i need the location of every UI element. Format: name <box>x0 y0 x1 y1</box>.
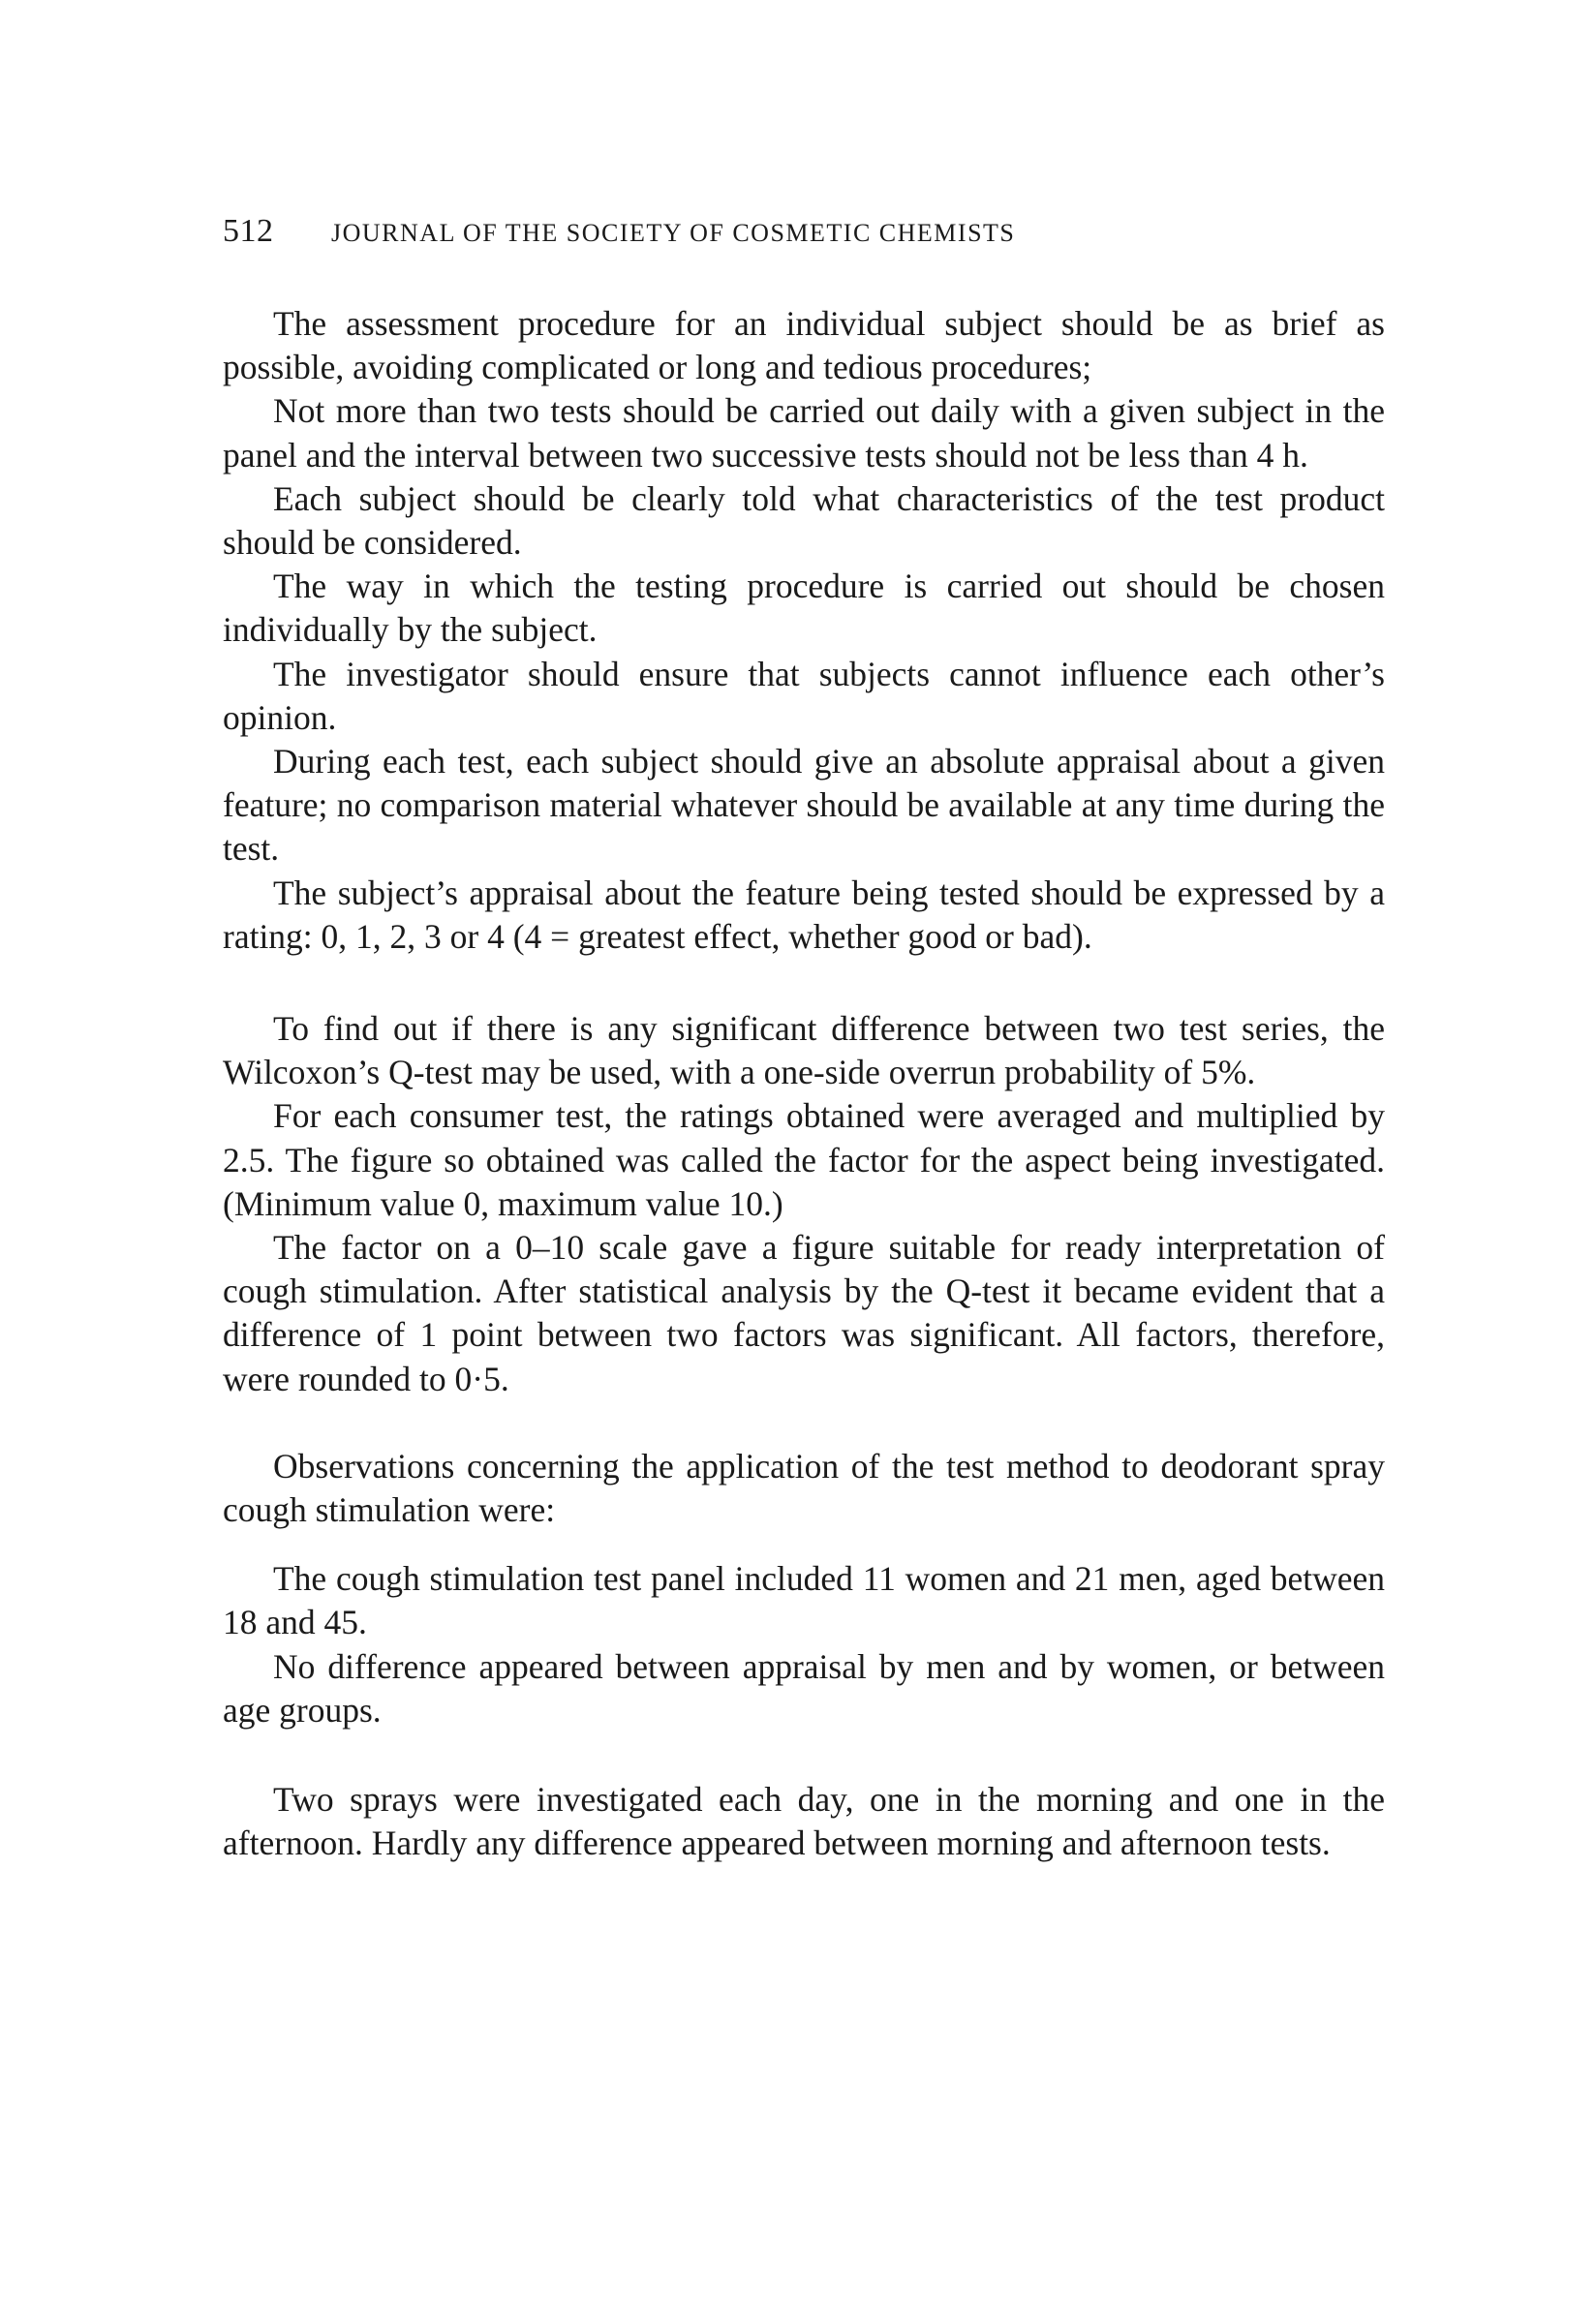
paragraph: Not more than two tests should be carried out daily with a given subject in the panel and the interval between two successive tests should not be less than 4 h. <box>223 391 1385 475</box>
paragraph: To find out if there is any significant difference between two test series, the Wilcoxon’s Q-test may be used, with a one-side overrun probability of 5%. <box>223 1009 1385 1092</box>
paragraph: During each test, each subject should give an absolute appraisal about a given feature; no comparison material whatever should be available at any time during the test. <box>223 742 1385 869</box>
paragraph: The way in which the testing procedure is carried out should be chosen individually by the subject. <box>223 567 1385 650</box>
section-gap <box>223 959 1385 1007</box>
section-gap <box>223 1532 1385 1557</box>
paragraph: The cough stimulation test panel included 11 women and 21 men, aged between 18 and 45. <box>223 1559 1385 1642</box>
running-head <box>223 213 1385 271</box>
paragraph: The investigator should ensure that subjects cannot influence each other’s opinion. <box>223 654 1385 737</box>
paragraph: No difference appeared between appraisal by men and by women, or between age groups. <box>223 1646 1385 1730</box>
paragraph: Each subject should be clearly told what characteristics of the test product should be considered. <box>223 478 1385 563</box>
paragraph: The assessment procedure for an individual subject should be as brief as possible, avoiding complicated or long and tedious procedures; <box>223 304 1385 387</box>
paragraph: The factor on a 0–10 scale gave a figure suitable for ready interpretation of cough stimulation. After statistical analysis by the Q-test it became evident that a difference of 1 point between two factors was significant. All factors, therefore, were rounded to 0·5. <box>223 1228 1385 1398</box>
section-gap <box>223 1401 1385 1445</box>
journal-title: JOURNAL OF THE SOCIETY OF COSMETIC CHEMISTS <box>331 219 1016 247</box>
page <box>223 213 1385 1866</box>
paragraph: Observations concerning the application of the test method to deodorant spray cough stimulation were: <box>223 1446 1385 1530</box>
paragraph: The subject’s appraisal about the feature being tested should be expressed by a rating: 0, 1, 2, 3 or 4 (4 = greatest effect, whether good or bad). <box>223 873 1385 956</box>
body-text <box>223 302 1385 1866</box>
paragraph: Two sprays were investigated each day, one in the morning and one in the afternoon. Hardly any difference appeared between morning and afternoon tests. <box>223 1780 1385 1863</box>
section-gap <box>223 1732 1385 1778</box>
page-number: 512 <box>223 213 274 249</box>
paragraph: For each consumer test, the ratings obtained were averaged and multiplied by 2.5. The figure so obtained was called the factor for the aspect being investigated. (Minimum value 0, maximum value 10.) <box>223 1096 1385 1223</box>
